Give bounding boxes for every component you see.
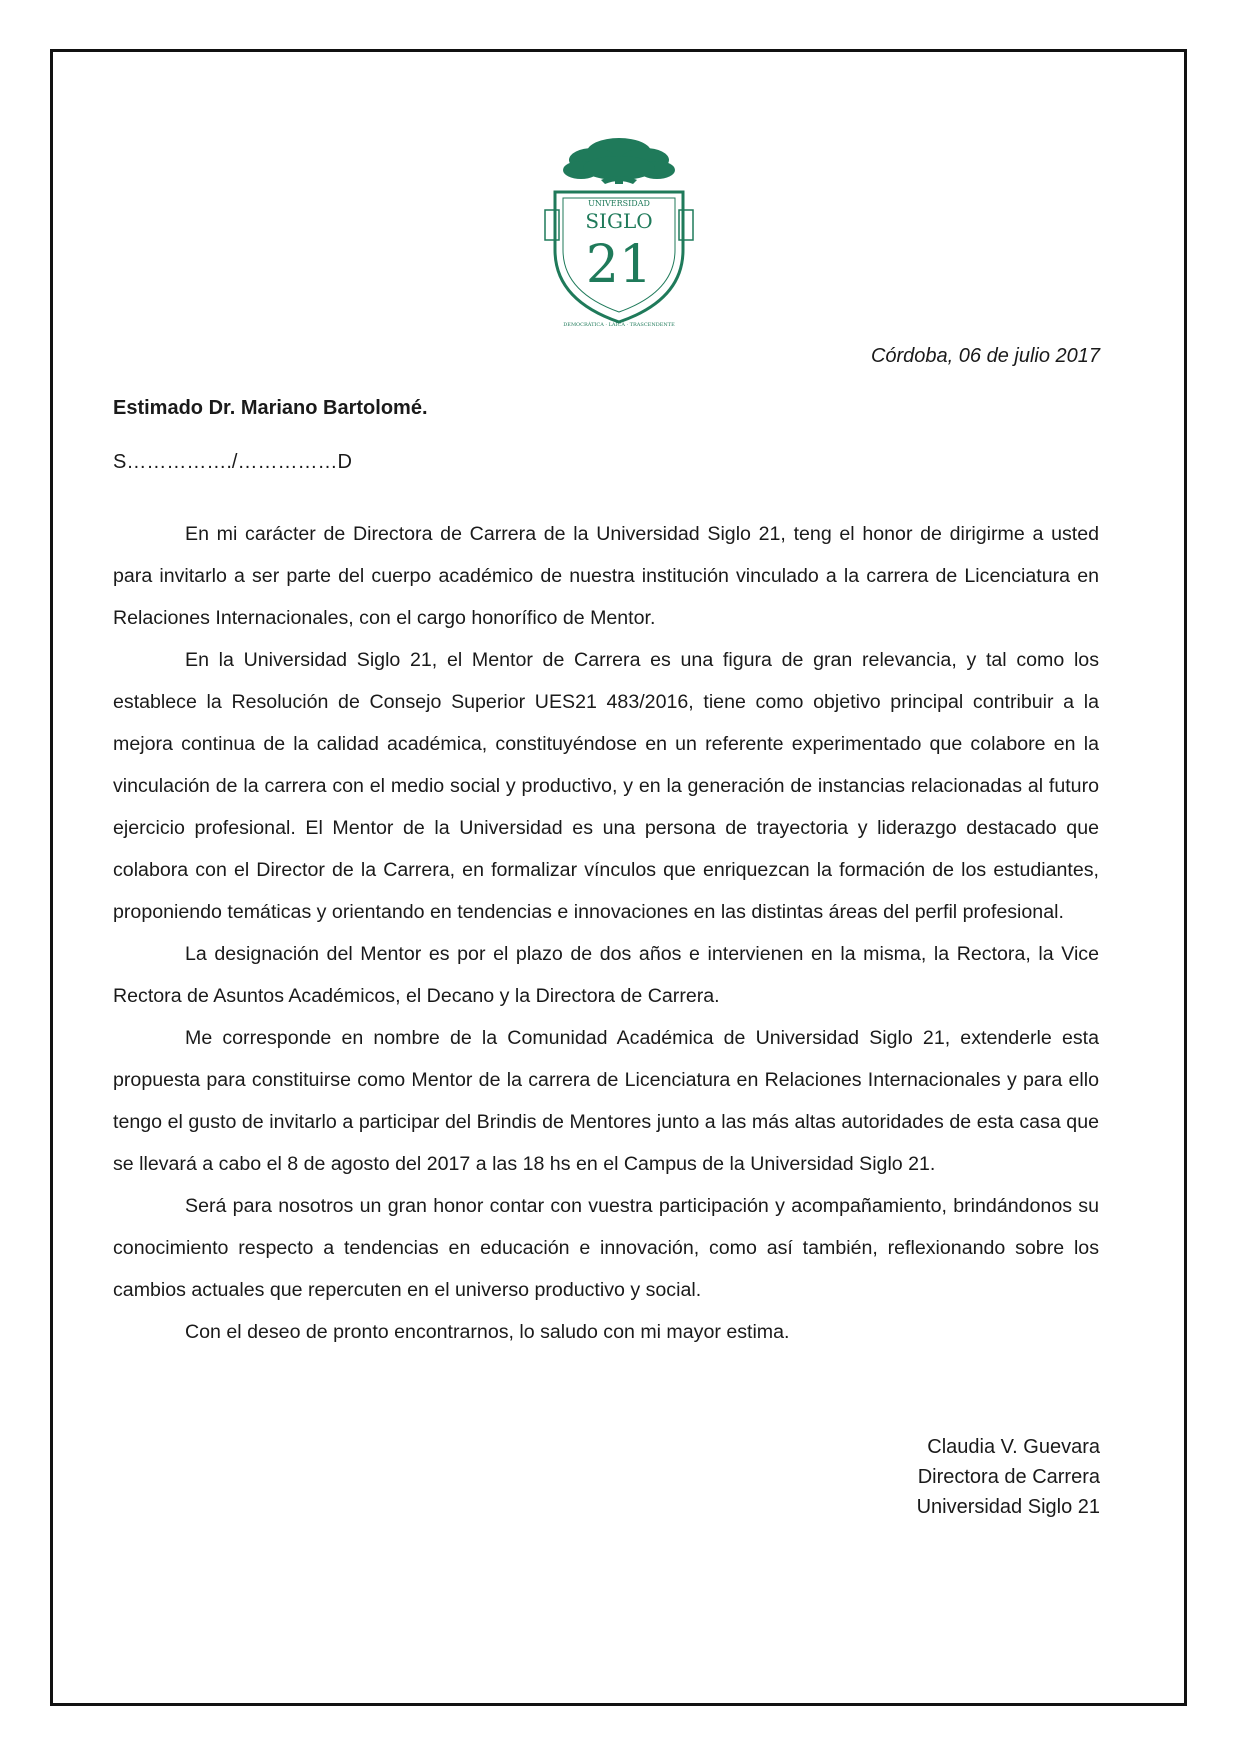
university-logo [541,130,697,330]
paragraph: Con el deseo de pronto encontrarnos, lo saludo con mi mayor estima. [185,1321,790,1343]
salutation: Estimado Dr. Mariano Bartolomé. [113,397,428,419]
signature-block [917,1432,1100,1522]
paragraph: En la Universidad Siglo 21, el Mentor de Carrera es una figura de gran relevancia, y tal como los establece la Resolución de Consejo Superior UES21 483/2016, tiene como objetivo principal contribuir a la mejora continua de la calidad académica, constituyéndose en un referente experimentado que colabore en la vinculación de la carrera con el medio social y productivo, y en la generación de instancias relacionadas al futuro ejercicio profesional. El Mentor de la Universidad es una persona de trayectoria y liderazgo destacado que colabora con el Director de la Carrera, en formalizar vínculos que enriquezcan la formación de los estudiantes, proponiendo temáticas y orientando en tendencias e innovaciones en las distintas áreas del perfil profesional. [113,649,1099,923]
paragraph: En mi carácter de Directora de Carrera de la Universidad Siglo 21, teng el honor de dirigirme a usted para invitarlo a ser parte del cuerpo académico de nuestra institución vinculado a la carrera de Licenciatura en Relaciones Internacionales, con el cargo honorífico de Mentor. [113,523,1099,629]
paragraph: Será para nosotros un gran honor contar con vuestra participación y acompañamiento, brindándonos su conocimiento respecto a tendencias en educación e innovación, como así también, reflexionando sobre los cambios actuales que repercuten en el universo productivo y social. [113,1195,1099,1301]
letter-body [113,513,1099,1353]
signature-institution: Universidad Siglo 21 [916,1496,1100,1518]
logo-text-main: SIGLO [585,209,653,233]
logo-text-number: 21 [585,235,653,295]
paragraph: La designación del Mentor es por el plazo de dos años e intervienen en la misma, la Rectora, la Vice Rectora de Asuntos Académicos, el Decano y la Directora de Carrera. [113,943,1099,1007]
sd-line: S……………./……………D [113,451,352,473]
logo-motto: DEMOCRÁTICA · LAICA · TRASCENDENTE [563,322,675,328]
letter-date: Córdoba, 06 de julio 2017 [870,345,1100,367]
logo-text-top: UNIVERSIDAD [588,199,650,208]
signature-name: Claudia V. Guevara [927,1436,1100,1458]
tree-icon [563,138,675,184]
signature-title: Directora de Carrera [917,1466,1100,1488]
paragraph: Me corresponde en nombre de la Comunidad Académica de Universidad Siglo 21, extenderle esta propuesta para constituirse como Mentor de la carrera de Licenciatura en Relaciones Internacionales y para ello tengo el gusto de invitarlo a participar del Brindis de Mentores junto a las más altas autoridades de esta casa que se llevará a cabo el 8 de agosto del 2017 a las 18 hs en el Campus de la Universidad Siglo 21. [113,1027,1099,1175]
